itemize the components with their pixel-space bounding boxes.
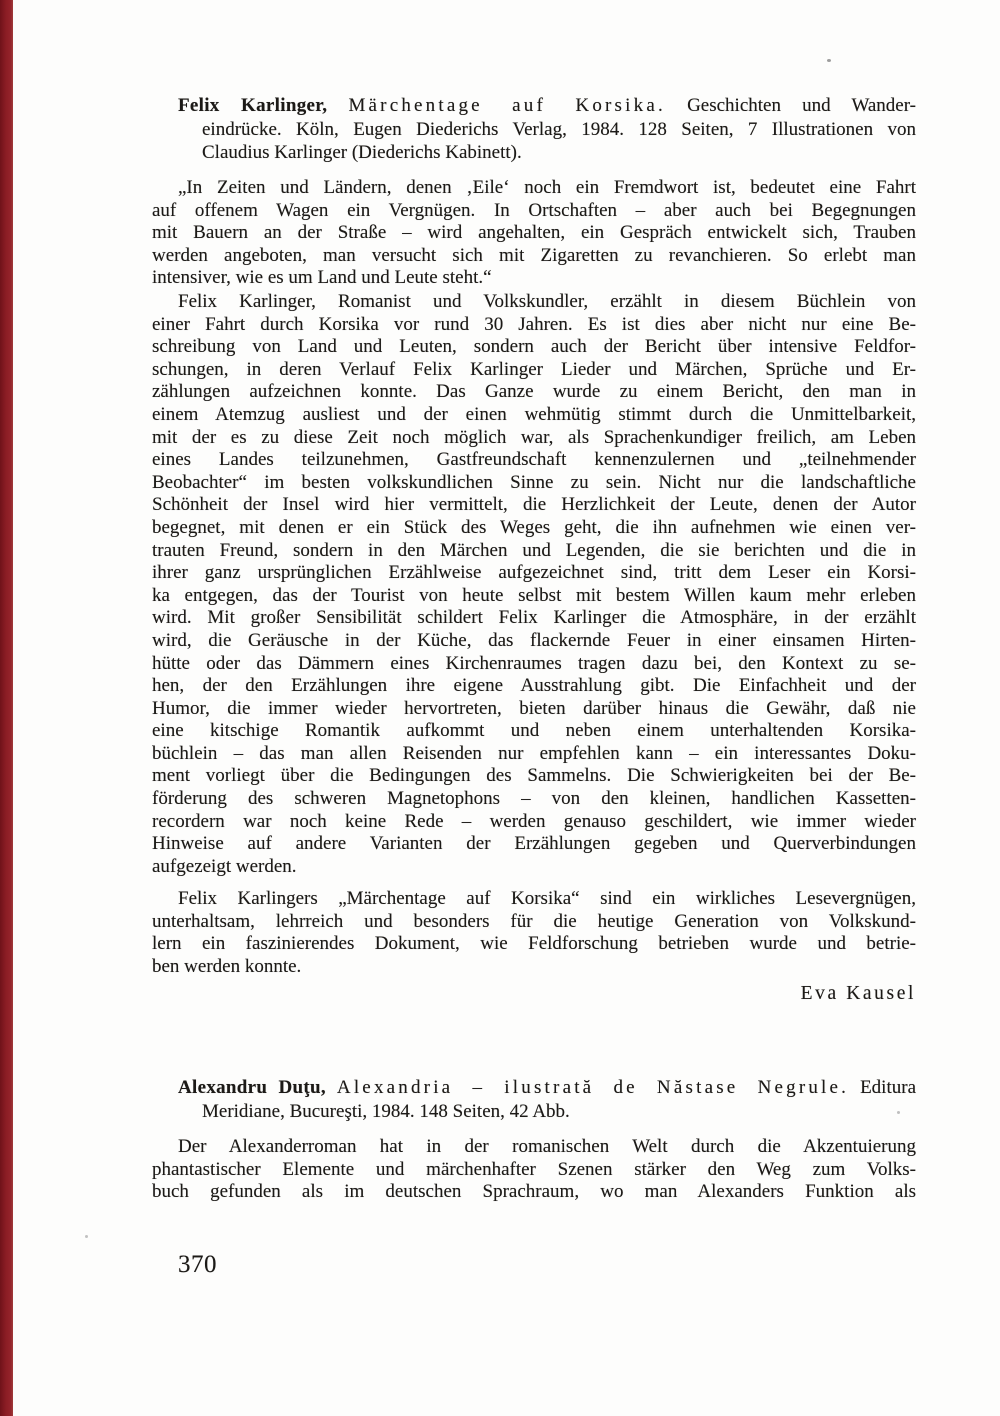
text-line: einem Atemzug ausliest und der einen wehmütig stimmt durch die Unmittelbarkeit, [152,403,916,425]
text-line: aufgezeigt werden. [152,855,297,877]
bibliographic-heading-karlinger [152,94,916,165]
text-line: hütte oder das Dämmern eines Kirchenraumes tragen dazu bei, den Kontext zu se- [152,652,916,674]
author-name: Felix Karlinger, [178,95,328,116]
reviewer-signature: Eva Kausel [800,983,916,1004]
text-line: wird. Mit großer Sensibilität schildert Felix Karlinger die Atmosphäre, in der erzählt [152,607,916,629]
text-line: unterhaltsam, lehrreich und besonders für die heutige Generation von Volkskund- [152,910,916,932]
text-line: trauten Freund, sondern in den Märchen und Legenden, die sie berichten und die in [152,539,916,561]
text-line: zählungen aufzeichnen konnte. Das Ganze wurde zu einem Bericht, den man in [152,381,916,403]
quote-paragraph [152,177,916,290]
text-line: phantastischer Elemente und märchenhafter Szenen stärker den Weg zum Volks- [152,1158,916,1180]
text-line: Der Alexanderroman hat in der romanischen Welt durch die Akzentuierung [178,1136,916,1157]
text-line: werden angeboten, man versucht sich mit Zigaretten zu revanchieren. So erlebt man [152,244,916,266]
review-body-paragraph [152,291,916,878]
review-body-paragraph [152,1136,916,1204]
text-line: ben werden konnte. [152,955,302,977]
text-line: Humor, die immer wieder hervortreten, bieten darüber hinaus die Gewähr, daß nie [152,697,916,719]
text-line: hen, der den Erzählungen ihre eigene Ausstrahlung gibt. Die Einfachheit und der [152,675,916,697]
text-line: schungen, in deren Verlauf Felix Karlinger Lieder und Märchen, Sprüche und Er- [152,358,916,380]
text-line: Claudius Karlinger (Diederichs Kabinett). [202,142,522,163]
text-line: mit der es zu diese Zeit noch möglich war, als Sprachenkundiger freilich, am Leben [152,426,916,448]
text-line: eines Landes teilzunehmen, Gastfreundschaft kennenzulernen und „teilnehmender [152,449,916,471]
text-line: Schönheit der Insel wird hier vermittelt, die Herzlichkeit der Leute, denen der Autor [152,494,916,516]
text-line: Felix Karlingers „Märchentage auf Korsika“ sind ein wirkliches Lesevergnügen, [178,888,916,909]
work-title: Alexandria – ilustrată de Năstase Negrule. [336,1077,850,1098]
text-line: Felix Karlinger, Romanist und Volkskundler, erzählt in diesem Büchlein von [178,291,916,312]
text-line: Beobachter“ im besten volkskundlichen Sinne zu sein. Nicht nur die landschaftliche [152,471,916,493]
heading-text: Editura [860,1077,917,1098]
text-line: Meridiane, Bucureşti, 1984. 148 Seiten, 42 Abb. [202,1100,570,1122]
text-line: Hinweise auf andere Varianten der Erzählungen gegeben und Querverbindungen [152,833,916,855]
text-line [178,94,916,118]
text-line: büchlein – das man allen Reisenden nur empfehlen kann – ein interessantes Doku- [152,742,916,764]
text-line: ihrer ganz ursprünglichen Erzählweise aufgezeichnet sind, tritt dem Leser ein Korsi- [152,562,916,584]
text-line: buch gefunden als im deutschen Sprachraum, wo man Alexanders Funktion als [152,1181,916,1203]
book-spine-edge [0,0,13,1416]
text-line: förderung des schweren Magnetophons – von den kleinen, handlichen Kassetten- [152,788,916,810]
heading-text: Geschichten und Wander- [687,95,917,116]
text-line: einer Fahrt durch Korsika vor rund 30 Jahren. Es ist dies aber nicht nur eine Be- [152,313,916,335]
author-name: Alexandru Duţu, [178,1077,326,1098]
text-line: intensiver, wie es um Land und Leute steht.“ [152,267,492,289]
page-number: 370 [178,1251,217,1278]
text-line: ka entgegen, das der Tourist von heute selbst mit bestem Willen kaum mehr erleben [152,584,916,606]
scan-speck [85,1235,88,1238]
text-line: ment vorliegt über die Bedingungen des Sammelns. Die Schwierigkeiten bei der Be- [152,765,916,787]
text-line: eine kitschige Romantik aufkommt und neben einem unterhaltenden Korsika- [152,720,916,742]
text-line: auf offenem Wagen ein Vergnügen. In Ortschaften – aber auch bei Begegnungen [152,199,916,221]
text-line: „In Zeiten und Ländern, denen ‚Eile‘ noch ein Fremdwort ist, bedeutet eine Fahrt [178,177,916,198]
text-line: schreibung von Land und Leuten, sondern auch der Bericht über intensive Feldfor- [152,336,916,358]
bibliographic-heading-dutu [152,1076,916,1123]
text-line: recordern war noch keine Rede – werden genauso geschildert, wie immer wieder [152,810,916,832]
text-line: eindrücke. Köln, Eugen Diederichs Verlag, 1984. 128 Seiten, 7 Illustrationen von [202,118,916,140]
review-closing-paragraph [152,888,916,978]
text-line: begegnet, mit denen er ein Stück des Weges geht, die ihn aufnehmen wie einen ver- [152,516,916,538]
text-block [152,0,916,1416]
text-line: wird, die Geräusche in der Küche, das flackernde Feuer in einer einsamen Hirten- [152,629,916,651]
text-line [178,1076,916,1100]
text-line: lern ein faszinierendes Dokument, wie Feldforschung betrieben wurde und betrie- [152,933,916,955]
work-title: Märchentage auf Korsika. [348,95,666,116]
text-line: mit Bauern an der Straße – wird angehalten, ein Gespräch entwickelt sich, Trauben [152,222,916,244]
